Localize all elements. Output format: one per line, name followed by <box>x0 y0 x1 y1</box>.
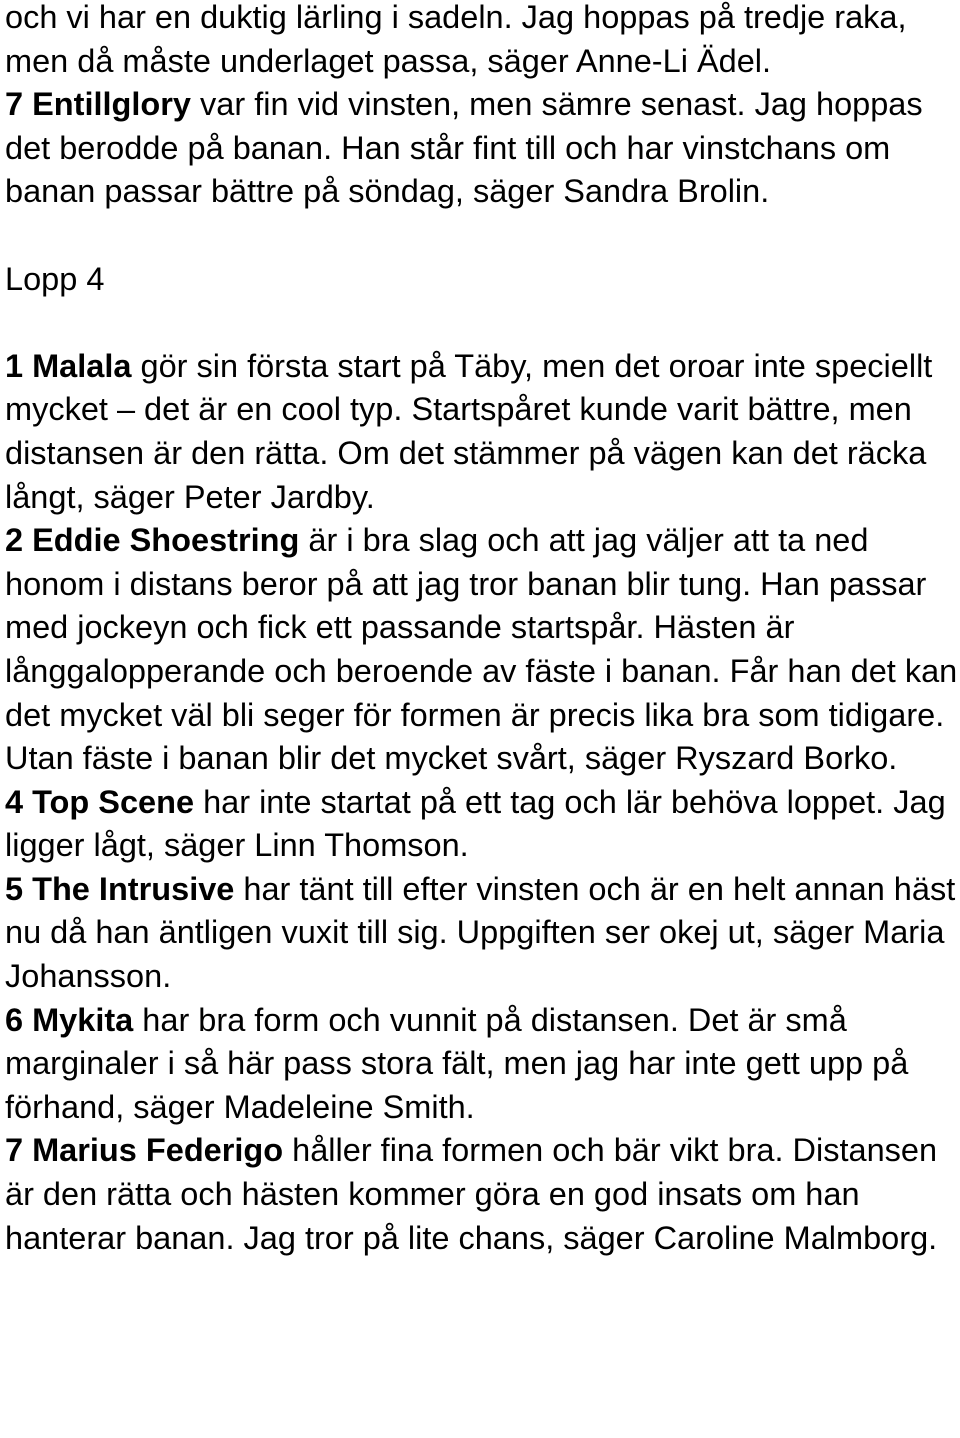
horse-name: 7 Marius Federigo <box>5 1132 284 1169</box>
paragraph-text: har inte startat på ett tag och lär behöva loppet. Jag ligger lågt, säger Linn Thomson. <box>5 783 946 864</box>
paragraph-text: var fin vid vinsten, men sämre senast. Jag hoppas det berodde på banan. Han står fint till och har vinstchans om banan passar bättre på söndag, säger Sandra Brolin. <box>5 86 923 210</box>
intro-paragraph-continuation <box>5 0 960 83</box>
horse-comment-paragraph <box>5 83 960 214</box>
paragraph-text: har tänt till efter vinsten och är en helt annan häst nu då han äntligen vuxit till sig. Uppgiften ser okej ut, säger Maria Johansson. <box>5 870 956 995</box>
race-heading: Lopp 4 <box>5 260 105 297</box>
paragraph-text: har bra form och vunnit på distansen. Det är små marginaler i så här pass stora fält, men jag har inte gett upp på förhand, säger Madeleine Smith. <box>5 1001 909 1125</box>
horse-comment-paragraph <box>5 345 960 519</box>
horse-name: 4 Top Scene <box>5 783 195 820</box>
horse-comment-paragraph <box>5 1129 960 1260</box>
horse-comment-paragraph <box>5 781 960 868</box>
paragraph-text: är i bra slag och att jag väljer att ta ned honom i distans beror på att jag tror banan blir tung. Han passar med jockeyn och fick ett passande startspår. Hästen är långgalopperande och beroende av fäste i banan. Får han det kan det mycket väl bli seger för formen är precis lika bra som tidigare. Utan fäste i banan blir det mycket svårt, säger Ryszard Borko. <box>5 522 958 777</box>
horse-name: 2 Eddie Shoestring <box>5 522 300 559</box>
paragraph-text: och vi har en duktig lärling i sadeln. Jag hoppas på tredje raka, men då måste underlaget passa, säger Anne-Li Ädel. <box>5 0 907 79</box>
horse-name: 1 Malala <box>5 347 132 384</box>
horse-comment-paragraph <box>5 868 960 999</box>
horse-comment-paragraph <box>5 999 960 1130</box>
horse-name: 6 Mykita <box>5 1001 134 1038</box>
horse-comment-paragraph <box>5 519 960 781</box>
horse-name: 5 The Intrusive <box>5 870 235 907</box>
paragraph-text: håller fina formen och bär vikt bra. Distansen är den rätta och hästen kommer göra en god insats om han hanterar banan. Jag tror på lite chans, säger Caroline Malmborg. <box>5 1132 938 1256</box>
horse-name: 7 Entillglory <box>5 86 192 123</box>
paragraph-text: gör sin första start på Täby, men det oroar inte speciellt mycket – det är en cool typ. Startspåret kunde varit bättre, men distansen är den rätta. Om det stämmer på vägen kan det räcka långt, säger Peter Jardby. <box>5 347 933 515</box>
